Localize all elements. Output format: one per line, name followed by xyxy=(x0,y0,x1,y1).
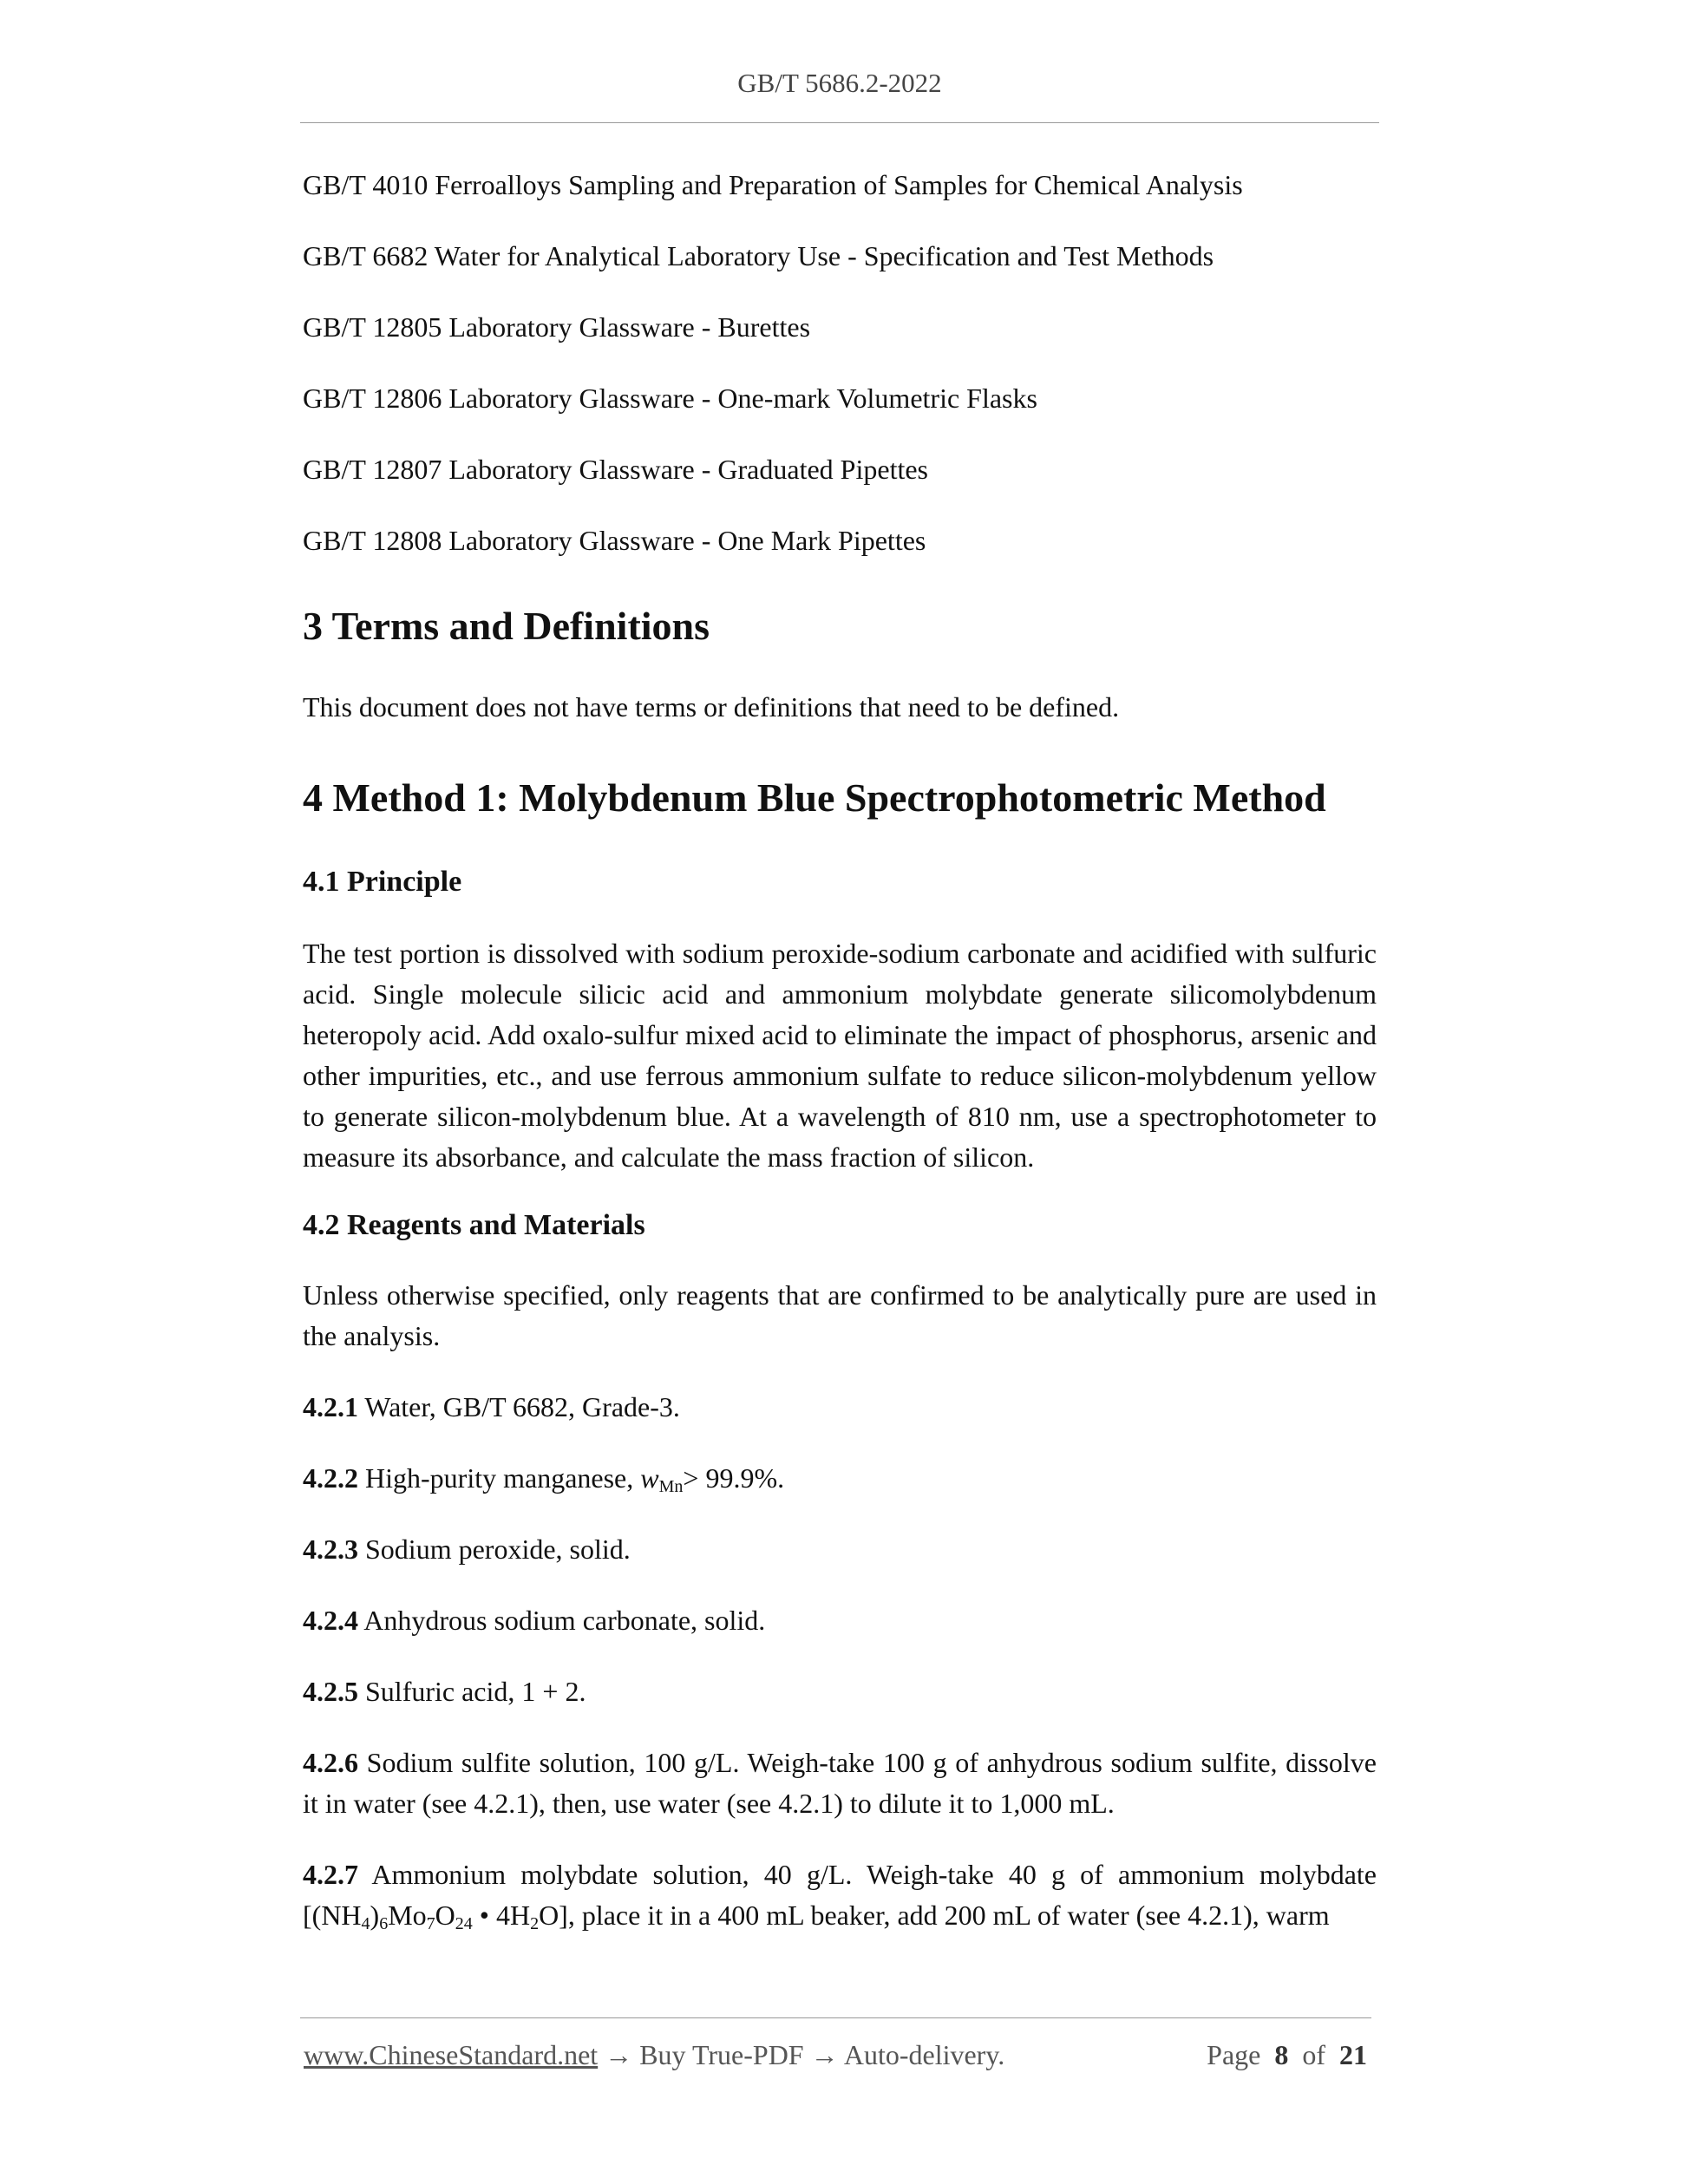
reagent-number: 4.2.5 xyxy=(303,1676,358,1707)
footer-promo xyxy=(304,2037,1004,2073)
page-content xyxy=(303,167,1377,1936)
reagents-intro-paragraph: Unless otherwise specified, only reagents that are confirmed to be analytically pure are used in the analysis. xyxy=(303,1279,1377,1351)
reference-item: GB/T 6682 Water for Analytical Laboratory Use - Specification and Test Methods xyxy=(303,240,1214,271)
formula-part: • 4H xyxy=(472,1900,531,1931)
mass-fraction-subscript: Mn xyxy=(658,1477,684,1496)
reference-item: GB/T 12806 Laboratory Glassware - One-mark Volumetric Flasks xyxy=(303,383,1037,414)
reagent-text: O], place it in a 400 mL beaker, add 200 mL of water (see 4.2.1), warm xyxy=(539,1900,1330,1931)
reagent-text: Sodium sulfite solution, 100 g/L. Weigh-take 100 g of anhydrous sodium sulfite, dissolve it in water (see 4.2.1), then, use water (see 4.2.1) to dilute it to 1,000 mL. xyxy=(303,1747,1377,1819)
mass-fraction-symbol: w xyxy=(640,1462,659,1494)
reagent-number: 4.2.2 xyxy=(303,1462,358,1494)
footer-tagline: → Buy True-PDF → Auto-delivery. xyxy=(598,2039,1005,2070)
page-indicator xyxy=(1207,2037,1367,2073)
formula-subscript: 7 xyxy=(426,1914,435,1933)
reagent-number: 4.2.7 xyxy=(303,1859,358,1890)
principle-paragraph: The test portion is dissolved with sodium peroxide-sodium carbonate and acidified with sulfuric acid. Single molecule silicic acid and ammonium molybdate generate silicomolybdenum heteropoly acid. Add oxalo-sulfur mixed acid to eliminate the impact of phosphorus, arsenic and other impurities, etc., and use ferrous ammonium sulfate to reduce silicon-molybdenum yellow to generate silicon-molybdenum blue. At a wavelength of 810 nm, use a spectrophotometer to measure its absorbance, and calculate the mass fraction of silicon. xyxy=(303,938,1377,1173)
page-word: Page xyxy=(1207,2039,1261,2070)
reagent-number: 4.2.3 xyxy=(303,1533,358,1565)
total-pages-number: 21 xyxy=(1339,2039,1367,2070)
reagent-text: Ammonium molybdate solution, 40 g/L. Weigh-take 40 g of ammonium molybdate [(NH xyxy=(303,1859,1377,1931)
section-3-heading: 3 Terms and Definitions xyxy=(303,604,710,648)
reagent-number: 4.2.6 xyxy=(303,1747,358,1778)
reagent-text: Anhydrous sodium carbonate, solid. xyxy=(363,1605,766,1636)
formula-part: O xyxy=(435,1900,455,1931)
reagent-number: 4.2.1 xyxy=(303,1391,358,1422)
reagent-text: > 99.9%. xyxy=(683,1462,785,1494)
reagent-text: Water, GB/T 6682, Grade-3. xyxy=(364,1391,680,1422)
current-page-number: 8 xyxy=(1274,2039,1289,2070)
reagent-item-4-2-7 xyxy=(303,1854,1377,1936)
subsection-4-2-heading: 4.2 Reagents and Materials xyxy=(303,1209,645,1241)
formula-part: Mo xyxy=(388,1900,427,1931)
formula-subscript: 2 xyxy=(530,1914,540,1933)
reagent-text: Sulfuric acid, 1 + 2. xyxy=(365,1676,586,1707)
running-header: GB/T 5686.2-2022 xyxy=(737,68,942,98)
site-link[interactable]: www.ChineseStandard.net xyxy=(304,2039,599,2070)
reagent-item-4-2-3 xyxy=(303,1529,1377,1570)
reagent-number: 4.2.4 xyxy=(303,1605,358,1636)
reagent-text: High-purity manganese, xyxy=(365,1462,641,1494)
reference-item: GB/T 12805 Laboratory Glassware - Burettes xyxy=(303,311,811,343)
formula-subscript: 4 xyxy=(361,1914,370,1933)
reagent-item-4-2-5 xyxy=(303,1671,1377,1712)
header-divider xyxy=(300,122,1379,123)
of-word: of xyxy=(1302,2039,1325,2070)
reagent-item-4-2-6 xyxy=(303,1743,1377,1824)
footer-divider xyxy=(300,2017,1371,2018)
reagent-text: Sodium peroxide, solid. xyxy=(365,1533,631,1565)
section-4-heading: 4 Method 1: Molybdenum Blue Spectrophotometric Method xyxy=(303,775,1326,820)
normative-references-list xyxy=(303,167,1377,558)
subsection-4-1-heading: 4.1 Principle xyxy=(303,866,462,898)
reagent-item-4-2-1 xyxy=(303,1387,1377,1428)
reference-item: GB/T 12807 Laboratory Glassware - Graduated Pipettes xyxy=(303,454,928,485)
reference-item: GB/T 12808 Laboratory Glassware - One Mark Pipettes xyxy=(303,525,926,556)
reference-item: GB/T 4010 Ferroalloys Sampling and Preparation of Samples for Chemical Analysis xyxy=(303,169,1243,200)
section-3-text: This document does not have terms or definitions that need to be defined. xyxy=(303,691,1120,723)
formula-subscript: 24 xyxy=(455,1914,473,1933)
reagent-item-4-2-4 xyxy=(303,1600,1377,1641)
formula-subscript: 6 xyxy=(379,1914,389,1933)
formula-part: ) xyxy=(370,1900,380,1931)
reagent-item-4-2-2 xyxy=(303,1458,1377,1499)
